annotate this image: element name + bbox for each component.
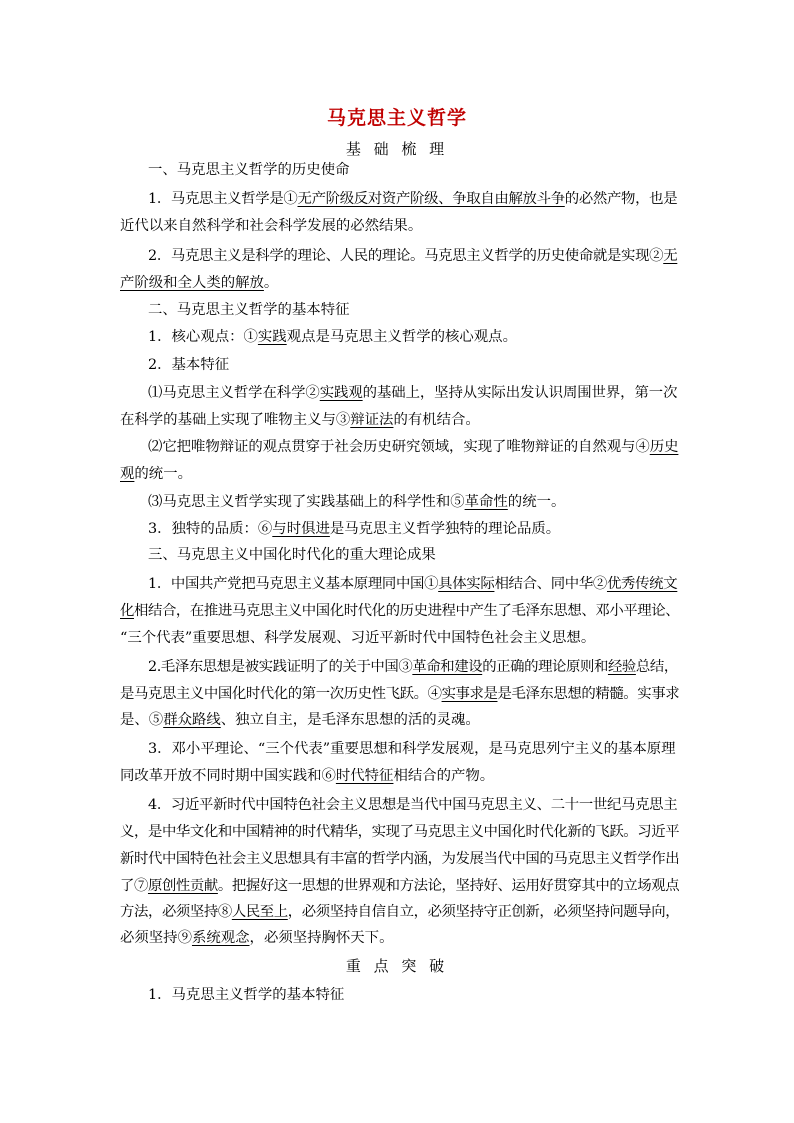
text-line: 4．习近平新时代中国特色社会主义思想是当代中国马克思主义、二十一世纪马克思主	[148, 797, 678, 813]
text-line: 新时代中国特色社会主义思想具有丰富的哲学内涵，为发展当代中国的马克思主义哲学作出	[120, 851, 680, 867]
text-line: 1．核心观点：①实践观点是马克思主义哲学的核心观点。	[148, 329, 517, 345]
text-line: 必须坚持⑨系统观念，必须坚持胸怀天下。	[120, 930, 394, 946]
text-line: 3．邓小平理论、“三个代表”重要思想和科学发展观，是马克思列宁主义的基本原理	[148, 741, 676, 757]
text-line: 2．马克思主义是科学的理论、人民的理论。马克思主义哲学的历史使命就是实现②无	[148, 248, 678, 264]
text-line: 是马克思主义中国化时代化的第一次历史性飞跃。④实事求是是毛泽东思想的精髓。实事求	[120, 686, 680, 702]
text-line: 义，是中华文化和中国精神的时代精华，实现了马克思主义中国化时代化新的飞跃。习近平	[120, 824, 680, 840]
text-line: 产阶级和全人类的解放。	[120, 275, 279, 291]
text-line: 1．马克思主义哲学的基本特征	[148, 987, 345, 1003]
text-line: 同改革开放不同时期中国实践和⑥时代特征相结合的产物。	[120, 768, 495, 784]
text-line: 方法，必须坚持⑧人民至上，必须坚持自信自立，必须坚持守正创新，必须坚持问题导向，	[120, 904, 680, 920]
section-heading-key-points: 重 点 突 破	[345, 957, 449, 975]
document-title: 马克思主义哲学	[326, 107, 467, 129]
text-line: 在科学的基础上实现了唯物主义与③辩证法的有机结合。	[120, 412, 480, 428]
text-line: 了⑦原创性贡献。把握好这一思想的世界观和方法论，坚持好、运用好贯穿其中的立场观点	[120, 878, 680, 894]
text-line: 三、马克思主义中国化时代化的重大理论成果	[148, 547, 436, 563]
text-line: 化相结合，在推进马克思主义中国化时代化的历史进程中产生了毛泽东思想、邓小平理论、	[120, 603, 680, 619]
text-line: 一、马克思主义哲学的历史使命	[148, 162, 350, 178]
text-line: 1．中国共产党把马克思主义基本原理同中国①具体实际相结合、同中华②优秀传统文	[148, 576, 678, 592]
text-line: “三个代表”重要思想、科学发展观、习近平新时代中国特色社会主义思想。	[120, 630, 596, 646]
text-line: 2.毛泽东思想是被实践证明了的关于中国③革命和建设的正确的理论原则和经验总结，	[148, 659, 678, 675]
text-line: 1．马克思主义哲学是①无产阶级反对资产阶级、争取自由解放斗争的必然产物，也是	[148, 191, 678, 207]
text-line: ⑶马克思主义哲学实现了实践基础上的科学性和⑤革命性的统一。	[148, 494, 566, 510]
text-line: 是、⑤群众路线、独立自主，是毛泽东思想的活的灵魂。	[120, 712, 480, 728]
text-line: ⑴马克思主义哲学在科学②实践观的基础上，坚持从实际出发认识周围世界，第一次	[148, 385, 678, 401]
text-line: ⑵它把唯物辩证的观点贯穿于社会历史研究领域，实现了唯物辩证的自然观与④历史	[148, 439, 679, 455]
text-line: 二、马克思主义哲学的基本特征	[148, 302, 350, 318]
text-line: 3．独特的品质：⑥与时俱进是马克思主义哲学独特的理论品质。	[148, 521, 561, 537]
section-heading-basics: 基 础 梳 理	[345, 140, 449, 158]
text-line: 2．基本特征	[148, 357, 230, 373]
text-line: 近代以来自然科学和社会科学发展的必然结果。	[120, 218, 423, 234]
text-line: 观的统一。	[120, 466, 192, 482]
